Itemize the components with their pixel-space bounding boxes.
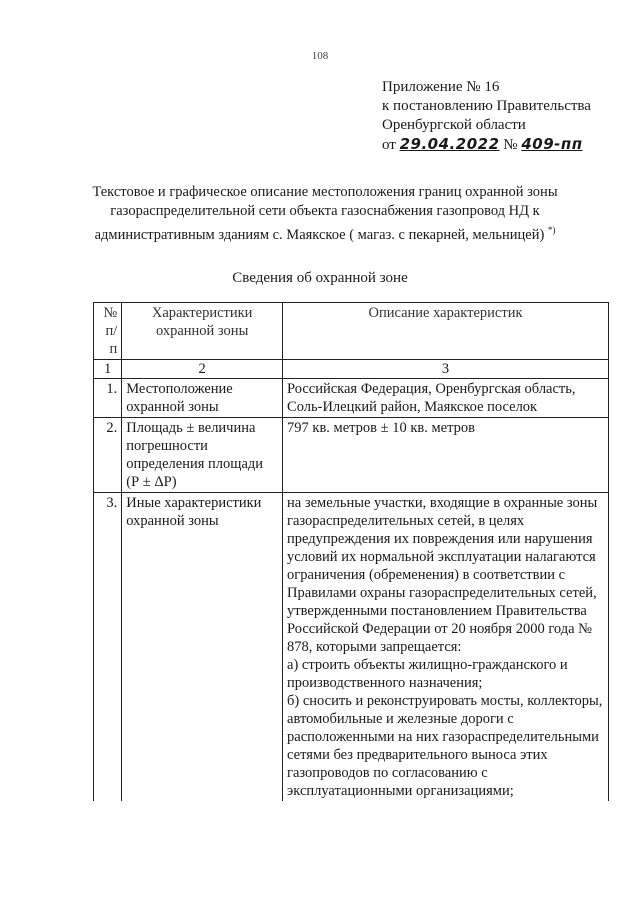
column-number-1: 1	[94, 360, 122, 379]
appendix-line-3: Оренбургской области	[382, 117, 526, 133]
row-characteristic: Местоположение охранной зоны	[122, 379, 283, 418]
description-paragraph: на земельные участки, входящие в охранные зоны газораспределительных сетей, в целях предупреждения их повреждения или нарушения условий их нормальной эксплуатации налагаются ограничения (обременения) в соответствии с Правилами охраны газораспределительных сетей, утвержденными постановлением Правительства Российской Федерации от 20 ноября 2000 года № 878, которыми запрещается:	[287, 495, 598, 655]
appendix-date-line	[382, 135, 622, 155]
row-description: 797 кв. метров ± 10 кв. метров	[283, 418, 609, 493]
row-description: Российская Федерация, Оренбургская область, Соль-Илецкий район, Маякское поселок	[283, 379, 609, 418]
appendix-line-1: Приложение № 16	[382, 79, 500, 95]
table-header-row	[94, 303, 609, 360]
section-subtitle: Сведения об охранной зоне	[232, 270, 408, 286]
handwritten-number: 409-пп	[521, 135, 583, 153]
row-number: 3.	[94, 493, 122, 802]
row-number: 2.	[94, 418, 122, 493]
column-number-2: 2	[122, 360, 283, 379]
page-number: 108	[311, 50, 329, 62]
row-description	[283, 493, 609, 802]
table-row	[94, 379, 609, 418]
number-prefix: №	[503, 137, 518, 153]
column-numbers-row	[94, 360, 609, 379]
description-paragraph: а) строить объекты жилищно-гражданского и производственного назначения;	[287, 657, 568, 691]
row-characteristic: Иные характеристики охранной зоны	[122, 493, 283, 802]
document-title	[80, 183, 570, 245]
row-number: 1.	[94, 379, 122, 418]
handwritten-date: 29.04.2022	[399, 135, 500, 153]
appendix-line-2: к постановлению Правительства	[382, 98, 591, 114]
title-text: Текстовое и графическое описание местоположения границ охранной зоны газораспределительной сети объекта газоснабжения газопровод НД к административным зданиям с. Маякское ( магаз. с пекарней, мельницей)	[92, 184, 558, 243]
header-description: Описание характеристик	[283, 303, 609, 360]
title-footnote-mark: *)	[547, 225, 556, 235]
header-characteristics: Характеристики охранной зоны	[122, 303, 283, 360]
header-number: № п/п	[94, 303, 122, 360]
row-characteristic: Площадь ± величина погрешности определения площади (Р ± ΔР)	[122, 418, 283, 493]
appendix-block	[382, 78, 622, 155]
protection-zone-table	[93, 302, 609, 801]
table-row	[94, 418, 609, 493]
description-paragraph: б) сносить и реконструировать мосты, коллекторы, автомобильные и железные дороги с расположенными на них газораспределительными сетями без предварительного выноса этих газопроводов по согласованию с эксплуатационными организациями;	[287, 693, 603, 799]
table-row	[94, 493, 609, 802]
date-prefix: от	[382, 137, 396, 153]
column-number-3: 3	[283, 360, 609, 379]
